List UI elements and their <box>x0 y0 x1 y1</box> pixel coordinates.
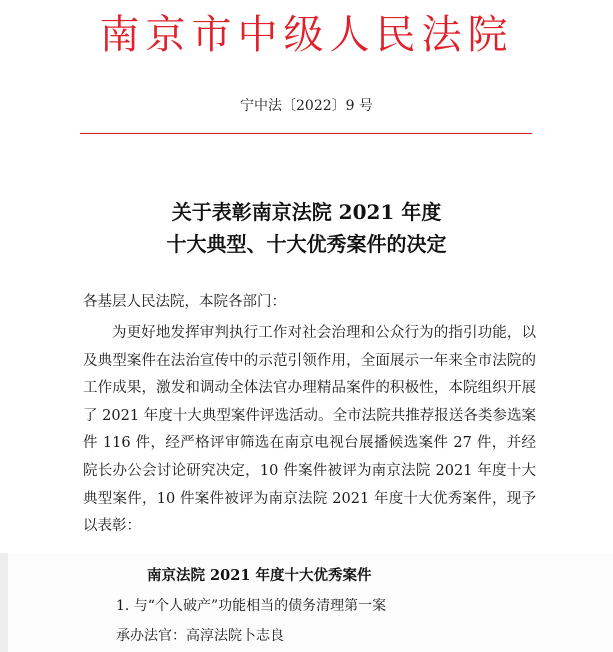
section-heading: 南京法院 2021 年度十大优秀案件 <box>147 567 372 584</box>
salutation: 各基层人民法院，本院各部门： <box>83 294 286 310</box>
red-divider-line <box>80 133 532 134</box>
case-list-item: 1. 与“个人破产”功能相当的债务清理第一案 <box>116 598 387 614</box>
document-number: 宁中法〔2022〕9 号 <box>240 98 373 114</box>
document-title-line-1: 关于表彰南京法院 2021 年度 <box>171 200 442 224</box>
document-title-line-2: 十大典型、十大优秀案件的决定 <box>166 232 447 256</box>
body-paragraph: 为更好地发挥审判执行工作对社会治理和公众行为的指引功能，以及典型案件在法治宣传中的示范引领作用，全面展示一年来全市法院的工作成果，激发和调动全体法官办理精品案件的积极性，本院组织开展了 2021 年度十大典型案件评选活动。全市法院共推荐报送各类参选案件 116 件，经严格评审筛选在南京电视台展播候选案件 27 件，并经院长办公会讨论研究决定，10 件案件被评为南京法院 2021 年度十大典型案件，10 件案件被评为南京法院 2021 年度十大优秀案件，现予以表彰： <box>83 325 536 535</box>
page-shadow-edge <box>0 553 8 652</box>
court-header: 南京市中级人民法院 <box>99 12 514 58</box>
document-title <box>0 196 613 260</box>
presiding-judge-line: 承办法官：高淳法院卜志良 <box>116 628 284 644</box>
